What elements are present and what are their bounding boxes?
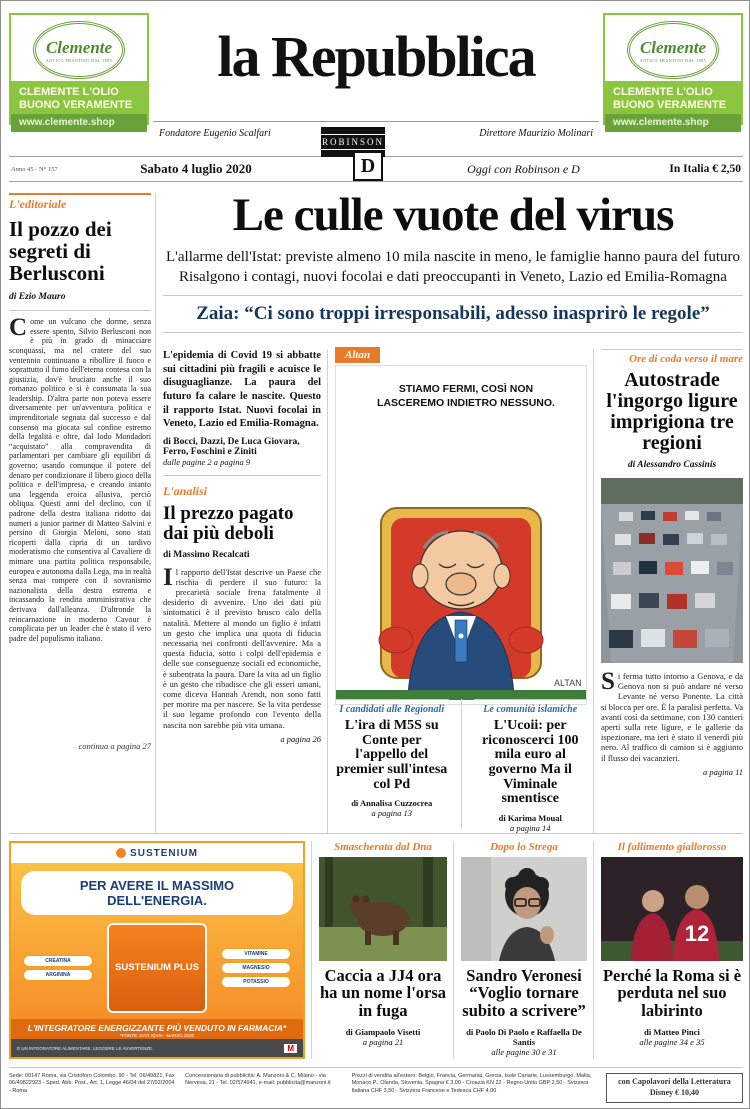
d-logo-text: D xyxy=(360,154,376,177)
sustenium-pills-right xyxy=(221,946,291,990)
masthead-title: la Repubblica xyxy=(217,24,535,89)
footer-foreign-prices: Prezzi di vendita all'estero: Belgio, Francia, Germania, Grecia, Isole Canarie, Lussemburgo, Malta, Monaco P., Olanda, Slovenia, Spagna € 3,00 - Croazia KN 22 - Regno Unito GBP 2,50 - Svizzera Italiana CHF 3,50 - Svizzera Francese e Tedesca CHF 4,00 xyxy=(351,1073,592,1094)
cartoon-block xyxy=(335,345,587,705)
footer-publisher-info: Sede: 00147 Roma, via Cristoforo Colombo, 90 - Tel. 06/49821, Fax 06/49822923 - Sped. Abb. Post., Art. 1, Legge 46/04 del 27/02/2004 - Roma xyxy=(9,1073,175,1094)
roma-photo xyxy=(601,857,743,961)
divider-analysis xyxy=(327,349,328,833)
highways-column xyxy=(601,349,743,777)
article-ucoii xyxy=(474,699,588,833)
clemente-tagline-1: CLEMENTE L'OLIO xyxy=(613,86,713,98)
cartoon-label: Altan xyxy=(335,347,380,363)
cartoon-drawing xyxy=(336,490,586,700)
mid-articles-row xyxy=(335,699,587,833)
article-byline: di Karima Moual xyxy=(498,813,562,824)
mid-divider xyxy=(461,699,462,829)
highways-body: Si ferma tutto intorno a Genova, e da Genova non si può andare né verso Levante né verso Ponente. La città si blocca per ore. È la paralisi perfetta. Va avanti così da settimane, con 130 cantieri aperti sulla rete ligure, e le gallerie da ispezionare, ma ieri è stato il venerdì più nero. Al traffico di camion si è aggiunto il flusso dei vacanzieri. xyxy=(601,668,743,763)
divider-right xyxy=(593,349,594,833)
clemente-url: www.clemente.shop xyxy=(11,114,147,132)
editorial-body: Come un vulcano che dorme, senza essere spento, Silvio Berlusconi non è più in grado di minacciare sconquassi, ma nel cratere del suo ventennio continuano a ribollire il fuoco e soprattutto il fumo dell'eterna contesa con la giustizia, dov'è bruciato anche il suo romanzo politico e si è consumata la sua leadership. D'altra parte non poteva essere diversamente per un'avventura politica e imprenditoriale segnata dal successo e dal consenso ma giocata sul confine estremo della legalità e oltre, dal lodo Mondadori “acquistato” alla compravendita di parlamentari per cambiare gli equilibri di governo; usando comunque il potere del denaro per condizionare il libero gioco della politica e dell'impresa, e creando intanto una leggenda eroica allusiva, perciò obliqua. Questi anni del declino, con il padrone della destra italiana ridotto dai numeri a junior partner di Matteo Salvini e persino di Giorgia Meloni, sono stati ricoperti dalla cipria di un tardivo moderatismo che consentiva al Cavaliere di mimare una partita politica responsabile, europea e autonoma dalla Lega, ma in realtà senza mai rompere con il sovranismo nazionalista della destra estrema e incassando la rendita amministrativa che derivava dall'alleanza. D'altronde la reincarnazione in moderno Cavour è complicata per un leader che è stato il vero padre del populismo italiano. xyxy=(9,314,151,643)
clemente-tagline-1: CLEMENTE L'OLIO xyxy=(19,86,119,98)
highways-headline: Autostrade l'ingorgo ligure imprigiona tre regioni xyxy=(606,369,738,454)
clemente-brand-sub: ANTICO FRANTOIO DAL 1895 xyxy=(639,57,707,63)
analysis-kicker: L'analisi xyxy=(163,483,208,498)
sustenium-pill: ARGININA xyxy=(23,969,93,981)
article-roma xyxy=(601,841,743,1047)
price: In Italia € 2,50 xyxy=(669,163,741,175)
highways-kicker: Ore di coda verso il mare xyxy=(601,349,743,365)
clemente-logo xyxy=(11,21,147,79)
veronesi-photo xyxy=(461,857,587,961)
highways-page: a pagina 11 xyxy=(703,766,743,777)
analysis-headline: Il prezzo pagato dai più deboli xyxy=(163,502,294,544)
clemente-brand: Clemente xyxy=(639,37,707,57)
article-page: alle pagine 34 e 35 xyxy=(639,1036,705,1047)
lead-summary: L'epidemia di Covid 19 si abbatte sui cittadini più fragili e acuisce le disuguaglianze. La paura del futuro fa calare le nascite. Questo il rapporto Istat. Nuovi focolai in Veneto, Lazio ed Emilia-Romagna. xyxy=(163,350,321,430)
lead-deck-2: Risalgono i contagi, nuovi focolai e dati preoccupanti in Veneto, Lazio ed Emilia-Romagna xyxy=(179,268,727,285)
divider-bottom-3 xyxy=(593,841,594,1059)
bottom-rule xyxy=(9,833,743,834)
divider-left xyxy=(155,193,156,833)
article-headline: L'ira di M5S su Conte per l'appello del premier sull'intesa col Pd xyxy=(336,718,448,792)
sustenium-logo-icon xyxy=(116,848,126,858)
article-page: alle pagine 30 e 31 xyxy=(491,1046,557,1057)
clemente-tagline-2: BUONO VERAMENTE xyxy=(19,98,133,111)
footer-advertising-info: Concessionaria di pubblicità: A. Manzoni & C. Milano - via Nervesa, 21 - Tel. 02/574941, e-mail: pubblicita@manzoni.it xyxy=(185,1073,331,1087)
sustenium-pill: CREATINA xyxy=(23,955,93,967)
divider-bottom-1 xyxy=(311,841,312,1059)
sustenium-legal: È UN INTEGRATORE ALIMENTARE. LEGGERE LE AVVERTENZE. xyxy=(17,1045,154,1051)
article-page: a pagina 14 xyxy=(509,823,551,834)
sustenium-pill: MAGNESIO xyxy=(221,962,291,974)
sustenium-pills-left xyxy=(23,953,93,983)
analysis-body: Il rapporto dell'Istat descrive un Paese che rischia di perdere il suo futuro: la precarietà sociale frena fatalmente il desiderio di avvenire. Uno dei dati più sintomatici è il previsto brusco calo della natalità. Mettere al mondo un figlio è infatti un gesto che implica una quota di fiducia necessaria nei confronti dell'avvenire. Ma a questa fiducia, sotto i colpi dell'epidemia e delle sue conseguenze sociali ed economiche, è subentrata la paura. Dare la vita ad un figlio è un gesto che ribadisce che gli esseri umani, come diceva Hannah Arendt, non sono fatti per morire ma per nascere. Se la vita perdesse il suo legame profondo con l'evento della nascita non sarebbe più vita umana. xyxy=(163,563,321,730)
editorial-column xyxy=(9,193,151,751)
sustenium-footnote: *FONTE: DATI IQVIA - MARZO 2020 xyxy=(120,1033,194,1038)
sustenium-product-pack: SUSTENIUM PLUS xyxy=(107,923,207,1013)
lead-deck-1: L'allarme dell'Istat: previste almeno 10 mila nascite in meno, le famiglie hanno paura del futuro xyxy=(166,249,740,266)
article-kicker: I candidati alle Regionali xyxy=(339,704,445,715)
sustenium-brand: SUSTENIUM xyxy=(130,847,198,859)
d-magazine-logo xyxy=(353,151,383,181)
lead-summary-byline: di Bocci, Dazzi, De Luca Giovara, Ferro, Foschini e Ziniti xyxy=(163,436,300,457)
editorial-continuation: continua a pagina 27 xyxy=(78,741,151,752)
issue-number: Anno 45 - N° 157 xyxy=(11,165,58,173)
article-byline: di Giampaolo Visetti xyxy=(345,1026,421,1037)
article-kicker: Il fallimento giallorosso xyxy=(617,841,727,853)
menarini-logo: M xyxy=(284,1044,297,1053)
article-kicker: Dopo lo Strega xyxy=(490,841,558,853)
traffic-photo xyxy=(601,478,743,663)
sustenium-headline: PER AVERE IL MASSIMO DELL'ENERGIA. xyxy=(21,871,293,915)
footer xyxy=(9,1073,743,1103)
analysis-page: a pagina 26 xyxy=(280,733,321,744)
clemente-ad-right xyxy=(603,13,743,129)
clemente-url: www.clemente.shop xyxy=(605,114,741,132)
footer-promo-box: con Capolavori della Letteratura Disney € 10,40 xyxy=(606,1073,743,1103)
article-headline: Sandro Veronesi “Voglio tornare subito a scrivere” xyxy=(462,966,586,1020)
editorial-headline: Il pozzo dei segreti di Berlusconi xyxy=(9,217,112,286)
founder-line: Fondatore Eugenio Scalfari xyxy=(159,128,271,139)
lead-summary-pages: dalle pagine 2 a pagina 9 xyxy=(163,456,251,467)
sustenium-pill: VITAMINE xyxy=(221,948,291,960)
article-headline: Perché la Roma si è perduta nel suo labirinto xyxy=(602,966,742,1020)
lead-headline: Le culle vuote del virus xyxy=(232,189,674,241)
highways-byline: di Alessandro Cassinis xyxy=(627,460,717,470)
roma-jersey-number: 12 xyxy=(684,921,710,946)
article-page: a pagina 21 xyxy=(362,1036,404,1047)
clemente-logo xyxy=(605,21,741,79)
article-page: a pagina 13 xyxy=(371,808,413,819)
article-m5s xyxy=(335,699,449,833)
article-kicker: Le comunità islamiche xyxy=(483,704,578,715)
article-kicker: Smascherata dal Dna xyxy=(334,841,432,853)
lead-block xyxy=(163,191,743,333)
clemente-brand-sub: ANTICO FRANTOIO DAL 1895 xyxy=(45,57,113,63)
clemente-tagline-2: BUONO VERAMENTE xyxy=(613,98,727,111)
article-bear xyxy=(319,841,447,1047)
robinson-logo-text: ROBINSON xyxy=(318,134,388,150)
supplements-line: Oggi con Robinson e D xyxy=(467,161,580,176)
divider-bottom-2 xyxy=(453,841,454,1059)
article-veronesi xyxy=(461,841,587,1057)
cartoon-bubble-text: STIAMO FERMI, COSÌ NON LASCEREMO INDIETRO NESSUNO. xyxy=(377,383,555,410)
editorial-kicker: L'editoriale xyxy=(9,193,151,212)
article-byline: di Matteo Pinci xyxy=(644,1026,700,1037)
issue-date: Sabato 4 luglio 2020 xyxy=(140,161,252,176)
article-byline: di Annalisa Cuzzocrea xyxy=(351,798,433,809)
footer-rule xyxy=(9,1067,743,1068)
article-headline: Caccia a JJ4 ora ha un nome l'orsa in fuga xyxy=(319,966,447,1020)
article-headline: L'Ucoii: per riconoscerci 100 mila euro al governo Ma il Viminale smentisce xyxy=(481,718,579,807)
sustenium-pill: POTASSIO xyxy=(221,976,291,988)
sustenium-footer: L'INTEGRATORE ENERGIZZANTE PIÙ VENDUTO IN FARMACIA* xyxy=(27,1023,287,1033)
cartoon-signature: ALTAN xyxy=(554,678,582,688)
editorial-byline: di Ezio Mauro xyxy=(9,292,66,303)
analysis-byline: di Massimo Recalcati xyxy=(163,549,250,560)
sustenium-ad xyxy=(9,841,305,1059)
article-byline: di Paolo Di Paolo e Raffaella De Santis xyxy=(466,1026,582,1047)
clemente-ad-left xyxy=(9,13,149,129)
director-line: Direttore Maurizio Molinari xyxy=(479,128,593,139)
bear-photo xyxy=(319,857,447,961)
lead-quote: Zaia: “Ci sono troppi irresponsabili, adesso inasprirò le regole” xyxy=(196,303,710,325)
clemente-brand: Clemente xyxy=(45,37,113,57)
analysis-column xyxy=(163,349,321,744)
